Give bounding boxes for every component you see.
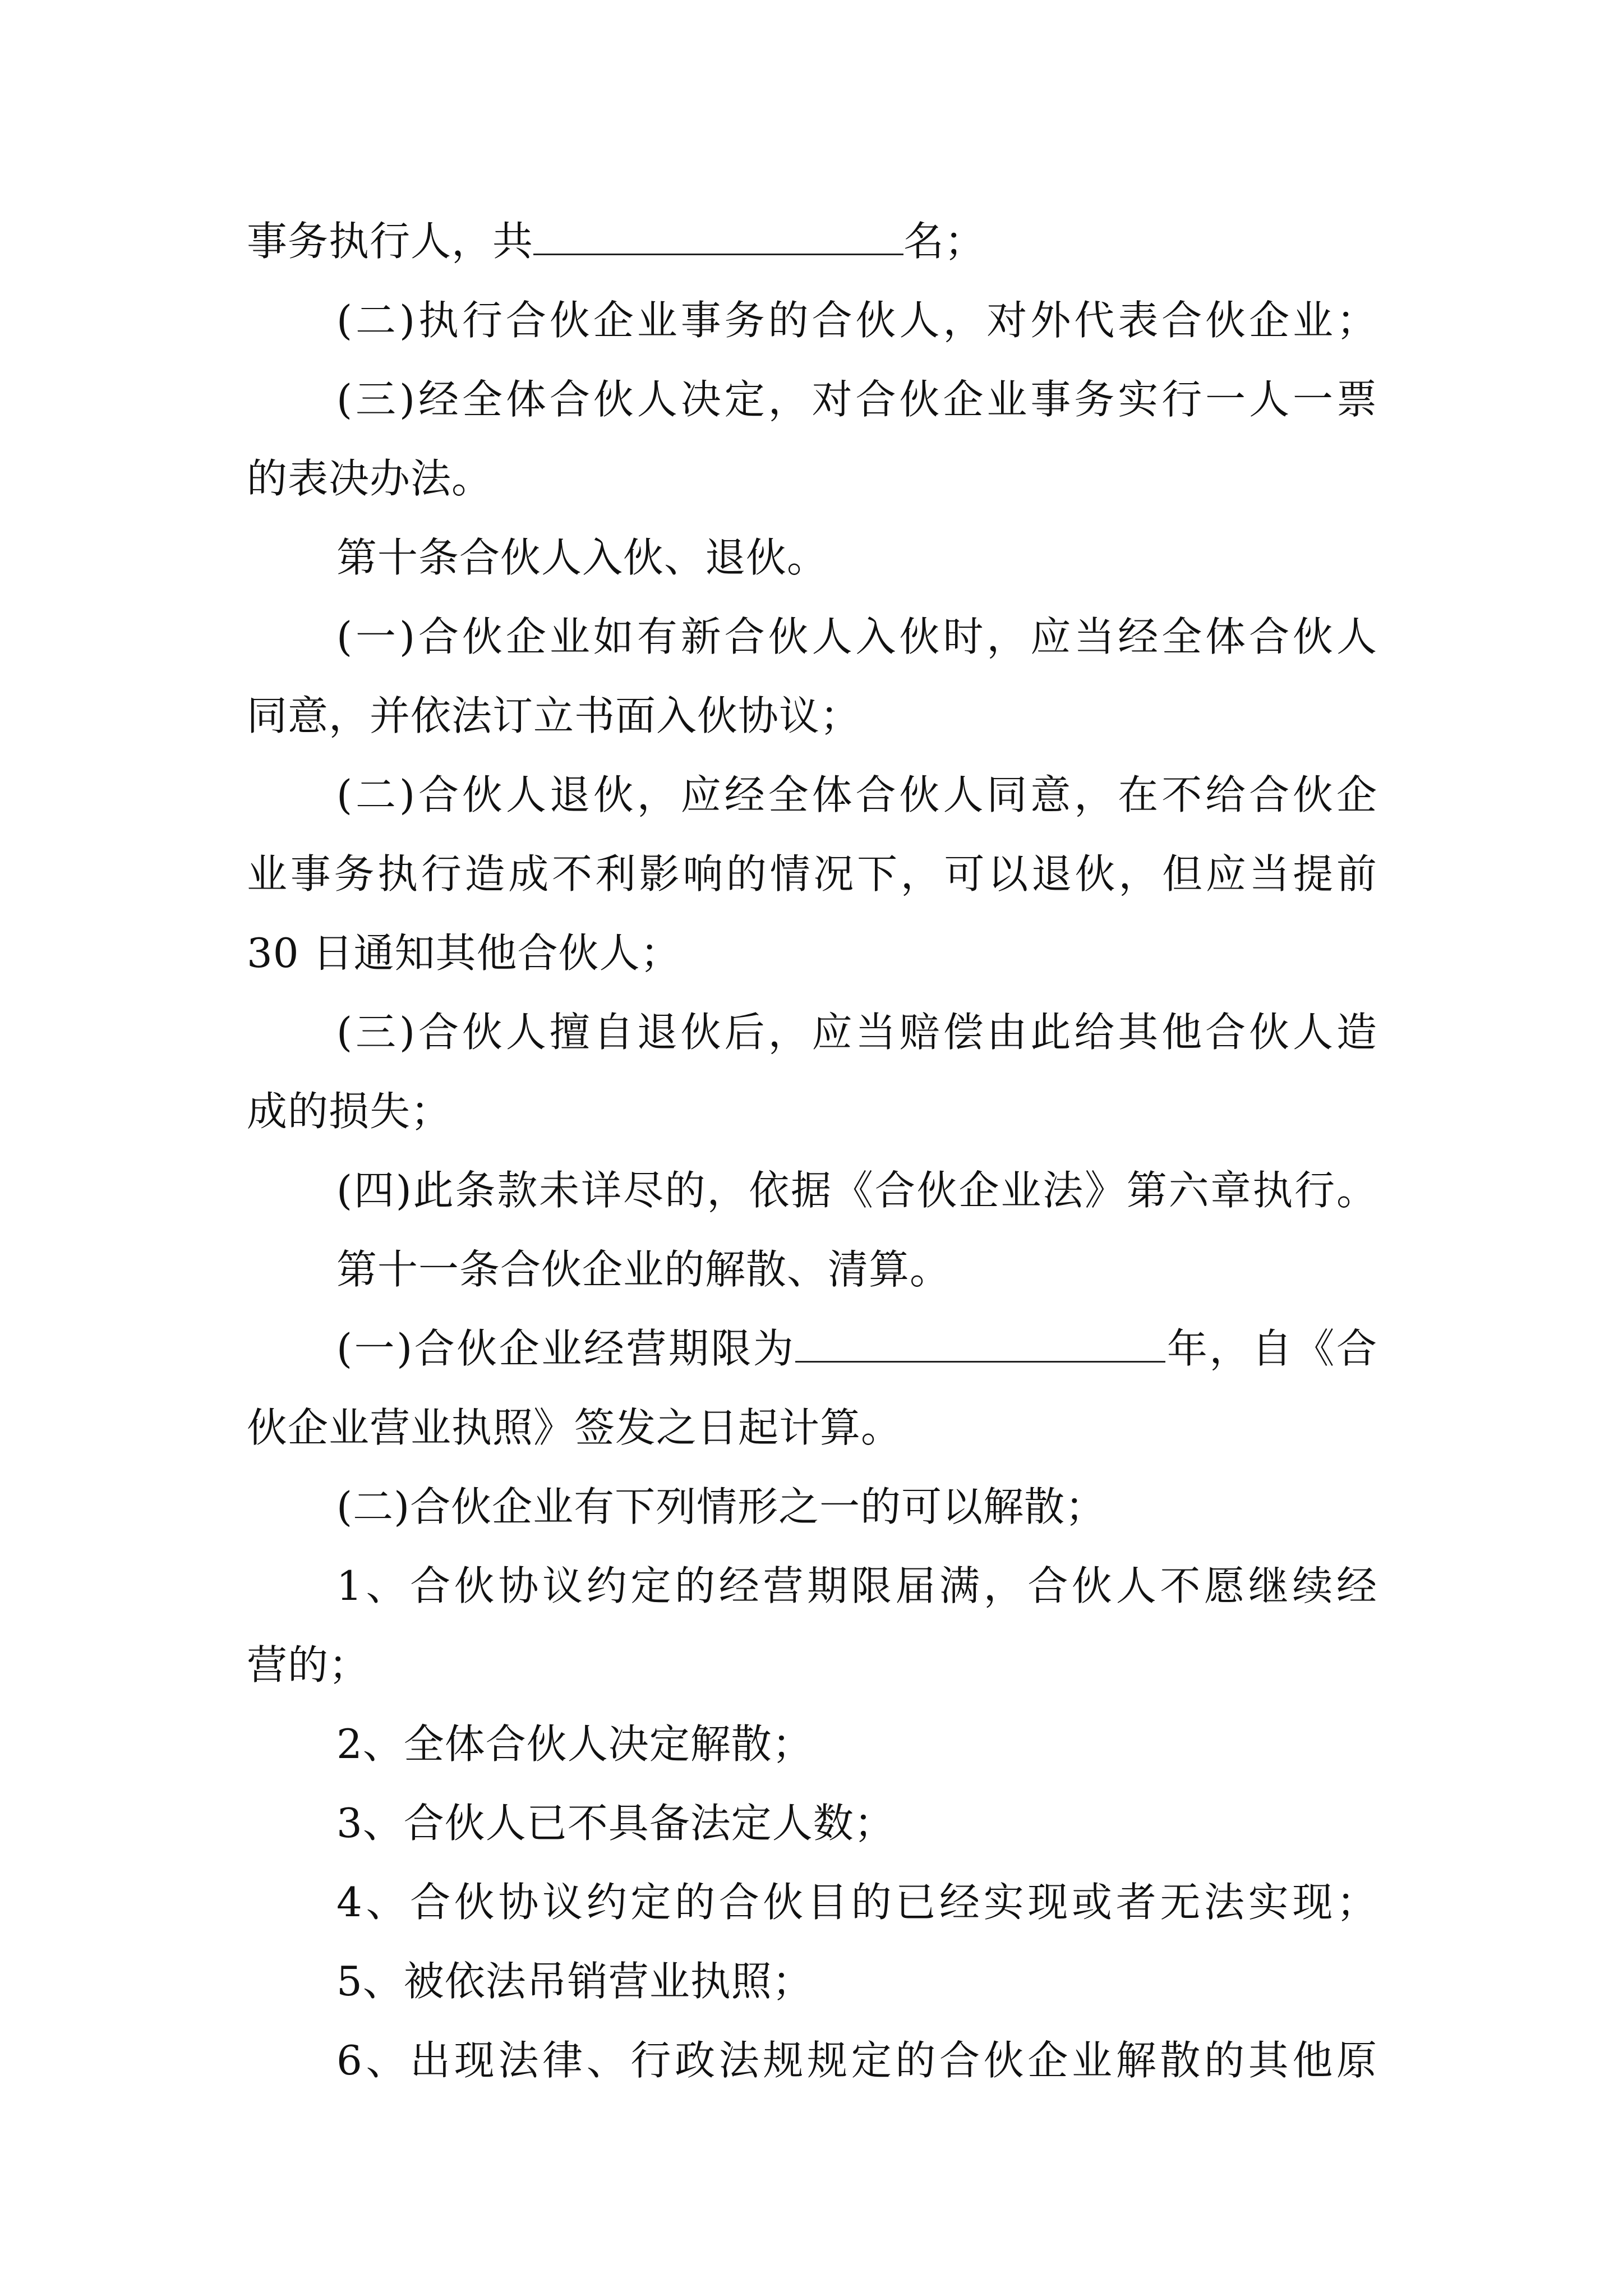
text-line: 30 日通知其他合伙人； [247,930,681,977]
list-item: 1、合伙协议约定的经营期限届满，合伙人不愿继续经 [336,1562,1377,1609]
text-line: (四)此条款未详尽的，依据《合伙企业法》第六章执行。 [336,1167,1377,1214]
fill-in-blank [533,220,903,255]
fill-in-blank [795,1327,1165,1363]
text-line: (三)经全体合伙人决定，对合伙企业事务实行一人一票 [336,376,1377,423]
text-segment: 事务执行人，共 [247,218,534,265]
list-item: 6、出现法律、行政法规规定的合伙企业解散的其他原 [336,2037,1377,2084]
text-line [247,1309,1377,1388]
text-segment: 年，自《合 [1165,1325,1377,1372]
text-line: 成的损失； [247,1088,452,1135]
text-segment: 名； [903,218,986,265]
text-line: 伙企业营业执照》签发之日起计算。 [247,1404,902,1451]
text-line: 业事务执行造成不利影响的情况下，可以退伙，但应当提前 [247,850,1377,898]
text-line: (一)合伙企业如有新合伙人入伙时，应当经全体合伙人 [336,613,1377,660]
text-line: 同意，并依法订立书面入伙协议； [247,692,861,739]
section-heading: 第十一条合伙企业的解散、清算。 [336,1246,951,1293]
list-item: 5、被依法吊销营业执照； [336,1958,813,2005]
document-page [247,202,1377,2100]
text-line: (二)合伙人退伙，应经全体合伙人同意，在不给合伙企 [336,771,1377,818]
text-line: (三)合伙人擅自退伙后，应当赔偿由此给其他合伙人造 [336,1009,1377,1056]
text-line: (二)合伙企业有下列情形之一的可以解散； [336,1483,1106,1530]
list-item: 3、合伙人已不具备法定人数； [336,1800,895,1847]
text-line [247,202,1377,281]
text-segment: (一)合伙企业经营期限为 [336,1325,796,1372]
text-line: (二)执行合伙企业事务的合伙人，对外代表合伙企业； [336,297,1377,344]
section-heading: 第十条合伙人入伙、退伙。 [336,534,828,581]
text-line: 营的； [247,1641,370,1688]
text-line: 的表决办法。 [247,455,493,502]
list-item: 4、合伙协议约定的合伙目的已经实现或者无法实现； [336,1879,1377,1926]
list-item: 2、全体合伙人决定解散； [336,1720,813,1768]
